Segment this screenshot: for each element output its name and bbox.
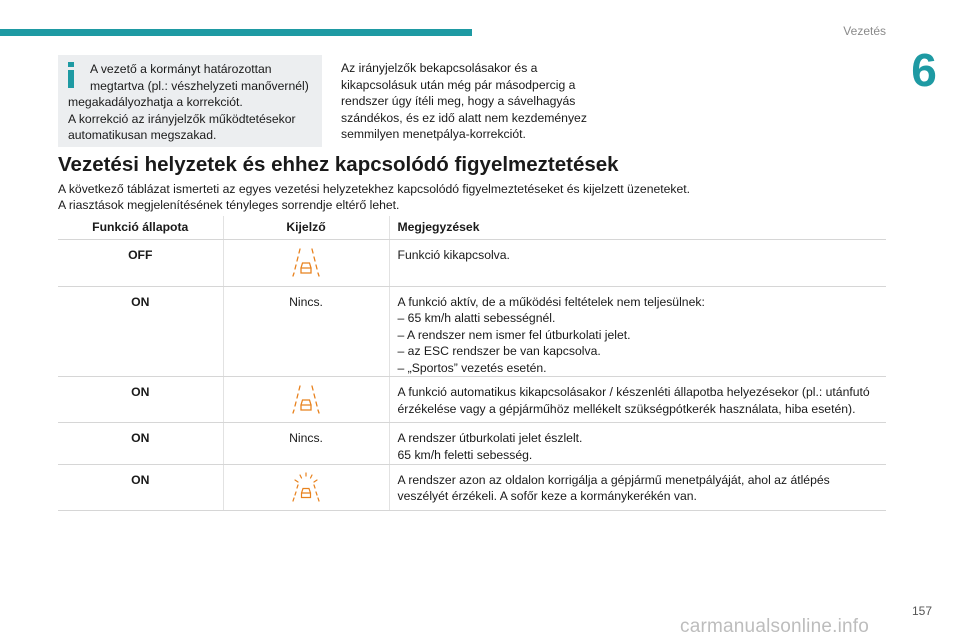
intro-paragraph bbox=[58, 181, 878, 213]
notes-cell bbox=[389, 464, 886, 510]
note-line: Funkció kikapcsolva. bbox=[397, 247, 510, 262]
note-line: – 65 km/h alatti sebességnél. bbox=[397, 311, 556, 326]
warnings-table bbox=[58, 216, 886, 511]
table-row bbox=[58, 377, 886, 423]
notes-cell bbox=[389, 286, 886, 377]
note-line: A rendszer útburkolati jelet észlelt. bbox=[397, 431, 583, 446]
lane-keep-icon bbox=[291, 384, 321, 414]
notes-cell bbox=[389, 377, 886, 423]
table-row bbox=[58, 286, 886, 377]
intro-line: A következő táblázat ismerteti az egyes vezetési helyzetekhez kapcsolódó figyelmeztetéseket és kijelzett üzeneteket. bbox=[58, 182, 691, 196]
info-line: A korrekció az irányjelzők működtetésekor bbox=[68, 111, 296, 126]
display-cell bbox=[223, 464, 389, 510]
info-note-box bbox=[58, 55, 322, 147]
column-header-state: Funkció állapota bbox=[58, 216, 223, 239]
turn-signal-note: Az irányjelzők bekapcsolásakor és a kikapcsolásuk után még pár másodpercig a rendszer úgy ítéli meg, hogy a sávelhagyás szándékos, és ez idő alatt nem kezdeményez semmilyen menetpálya-korrekciót. bbox=[341, 61, 587, 142]
note-line: A funkció aktív, de a működési feltételek nem teljesülnek: bbox=[397, 294, 705, 309]
state-cell: ON bbox=[58, 286, 223, 377]
note-line: 65 km/h feletti sebesség. bbox=[397, 448, 533, 463]
display-cell: Nincs. bbox=[223, 423, 389, 464]
state-cell: ON bbox=[58, 423, 223, 464]
note-line: érzékelése vagy a gépjárműhöz mellékelt szükségpótkerék használata, hiba esetén). bbox=[397, 402, 856, 417]
table-header-row bbox=[58, 216, 886, 239]
lane-keep-icon bbox=[291, 247, 321, 277]
info-line: megtartva (pl.: vészhelyzeti manővernél) bbox=[90, 78, 309, 93]
watermark-text: carmanualsonline.info bbox=[680, 616, 870, 637]
note-line: – az ESC rendszer be van kapcsolva. bbox=[397, 344, 601, 359]
notes-cell bbox=[389, 239, 886, 286]
chapter-number: 6 bbox=[888, 40, 960, 100]
intro-line: A riasztások megjelenítésének tényleges sorrendje eltérő lehet. bbox=[58, 198, 400, 212]
column-header-display: Kijelző bbox=[223, 216, 389, 239]
note-line: A rendszer azon az oldalon korrigálja a gépjármű menetpályáját, ahol az átlépés bbox=[397, 472, 830, 487]
page-number: 157 bbox=[911, 604, 932, 618]
info-note-text bbox=[68, 61, 314, 144]
table-row bbox=[58, 239, 886, 286]
note-line: – A rendszer nem ismer fel útburkolati jelet. bbox=[397, 327, 631, 342]
header-accent-bar bbox=[0, 29, 472, 36]
column-header-notes: Megjegyzések bbox=[389, 216, 886, 239]
state-cell: OFF bbox=[58, 239, 223, 286]
info-line: automatikusan megszakad. bbox=[68, 128, 217, 143]
note-line: – „Sportos” vezetés esetén. bbox=[397, 360, 547, 375]
state-cell: ON bbox=[58, 377, 223, 423]
state-cell: ON bbox=[58, 464, 223, 510]
section-heading: Vezetési helyzetek és ehhez kapcsolódó figyelmeztetések bbox=[58, 153, 619, 176]
note-line: A funkció automatikus kikapcsolásakor / készenléti állapotba helyezésekor (pl.: utánfutó bbox=[397, 385, 870, 400]
display-cell bbox=[223, 239, 389, 286]
table-row bbox=[58, 423, 886, 464]
display-cell: Nincs. bbox=[223, 286, 389, 377]
notes-cell bbox=[389, 423, 886, 464]
info-line: A vezető a kormányt határozottan bbox=[90, 62, 272, 76]
info-line: megakadályozhatja a korrekciót. bbox=[68, 95, 243, 110]
info-icon bbox=[62, 61, 80, 89]
section-title: Vezetés bbox=[843, 24, 886, 38]
display-cell bbox=[223, 377, 389, 423]
lane-keep-flashing-icon bbox=[291, 472, 321, 502]
note-line: veszélyét érzékeli. A sofőr keze a kormánykerékén van. bbox=[397, 489, 697, 504]
table-row bbox=[58, 464, 886, 510]
